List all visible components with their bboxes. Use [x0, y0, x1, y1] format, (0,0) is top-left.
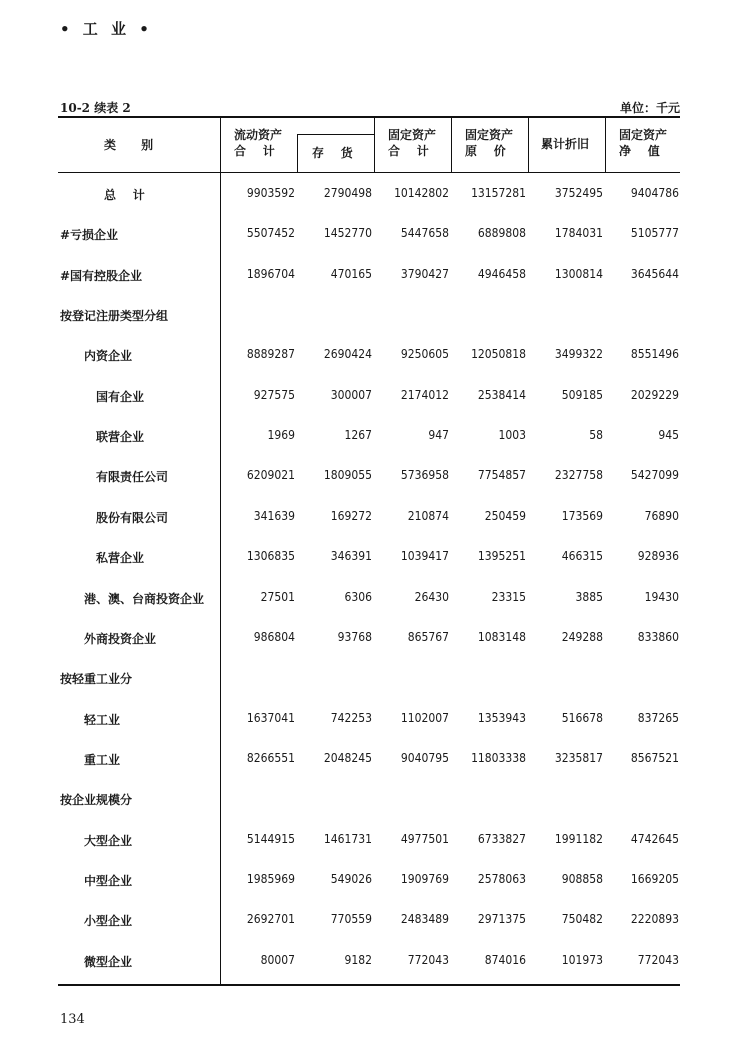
- row-value: 6306: [344, 590, 372, 604]
- row-value: 1003: [498, 428, 526, 442]
- table-row: [0, 428, 738, 448]
- col-divider: [297, 134, 298, 172]
- row-value: 874016: [484, 953, 526, 967]
- table-row: [0, 630, 738, 650]
- row-value: 6209021: [246, 468, 295, 482]
- row-value: 93768: [337, 630, 372, 644]
- row-value: 1985969: [246, 872, 295, 886]
- row-value: 2971375: [477, 912, 526, 926]
- row-label: 联营企业: [96, 430, 145, 444]
- col-divider: [451, 117, 452, 172]
- row-value: 2578063: [477, 872, 526, 886]
- row-label: 小型企业: [84, 914, 133, 928]
- row-value: 5105777: [630, 226, 679, 240]
- row-value: 5507452: [246, 226, 295, 240]
- row-value: 772043: [407, 953, 449, 967]
- bottom-rule: [58, 984, 680, 986]
- row-value: 8551496: [630, 347, 679, 361]
- table-row: [0, 267, 738, 287]
- row-value: 1306835: [246, 549, 295, 563]
- row-value: 3790427: [400, 267, 449, 281]
- row-value: 1896704: [246, 267, 295, 281]
- row-label: 外商投资企业: [84, 632, 157, 646]
- row-value: 833860: [637, 630, 679, 644]
- row-value: 2790498: [323, 186, 372, 200]
- row-value: 346391: [330, 549, 372, 563]
- row-label: 重工业: [84, 753, 121, 767]
- row-value: 1669205: [630, 872, 679, 886]
- row-value: 1784031: [554, 226, 603, 240]
- row-value: 5447658: [400, 226, 449, 240]
- header-fixed-assets-line1: 固定资产: [388, 128, 437, 142]
- row-label: 国有企业: [96, 390, 145, 404]
- row-value: 1991182: [554, 832, 603, 846]
- table-row: [0, 832, 738, 852]
- header-fixed-original: [465, 127, 513, 159]
- row-value: 2483489: [400, 912, 449, 926]
- header-fixed-net: [619, 127, 667, 159]
- col-divider: [528, 117, 529, 172]
- row-value: 2220893: [630, 912, 679, 926]
- row-value: 4742645: [630, 832, 679, 846]
- top-rule: [58, 116, 680, 118]
- row-value: 5427099: [630, 468, 679, 482]
- row-value: 101973: [561, 953, 603, 967]
- section-header: • 工 业 •: [60, 20, 153, 38]
- row-value: 3499322: [554, 347, 603, 361]
- row-value: 466315: [561, 549, 603, 563]
- row-value: 76890: [644, 509, 679, 523]
- row-label: 微型企业: [84, 955, 133, 969]
- row-label: #亏损企业: [60, 228, 119, 242]
- table-row: [0, 912, 738, 932]
- row-value: 4977501: [400, 832, 449, 846]
- unit-label: 单位：千元: [619, 101, 680, 115]
- row-value: 5736958: [400, 468, 449, 482]
- row-label: 港、澳、台商投资企业: [84, 592, 205, 606]
- row-value: 1637041: [246, 711, 295, 725]
- row-value: 772043: [637, 953, 679, 967]
- row-value: 1809055: [323, 468, 372, 482]
- row-value: 3645644: [630, 267, 679, 281]
- row-value: 986804: [253, 630, 295, 644]
- row-value: 10142802: [394, 186, 449, 200]
- header-category: 类 别: [104, 138, 154, 152]
- table-row: [0, 549, 738, 569]
- row-value: 1969: [267, 428, 295, 442]
- table-row: [0, 388, 738, 408]
- row-value: 11803338: [471, 751, 526, 765]
- row-label: #国有控股企业: [60, 269, 143, 283]
- row-value: 9404786: [630, 186, 679, 200]
- row-value: 2327758: [554, 468, 603, 482]
- table-row: [0, 468, 738, 488]
- table-row: [0, 509, 738, 529]
- row-value: 947: [428, 428, 449, 442]
- table-row: [0, 307, 738, 327]
- table-row: [0, 751, 738, 771]
- row-value: 1452770: [323, 226, 372, 240]
- row-label: 总 计: [104, 188, 145, 202]
- row-value: 908858: [561, 872, 603, 886]
- header-depreciation: 累计折旧: [541, 137, 590, 151]
- row-value: 249288: [561, 630, 603, 644]
- row-value: 8889287: [246, 347, 295, 361]
- row-value: 173569: [561, 509, 603, 523]
- row-value: 3752495: [554, 186, 603, 200]
- header-inventory: 存 货: [312, 146, 353, 160]
- row-value: 12050818: [471, 347, 526, 361]
- table-row: [0, 226, 738, 246]
- row-value: 1039417: [400, 549, 449, 563]
- table-row: [0, 791, 738, 811]
- row-value: 4946458: [477, 267, 526, 281]
- row-value: 750482: [561, 912, 603, 926]
- row-value: 509185: [561, 388, 603, 402]
- row-value: 27501: [260, 590, 295, 604]
- row-value: 9182: [344, 953, 372, 967]
- row-value: 9250605: [400, 347, 449, 361]
- row-value: 3885: [575, 590, 603, 604]
- table-row: [0, 872, 738, 892]
- row-value: 742253: [330, 711, 372, 725]
- header-fixed-original-line2: 原 价: [465, 144, 506, 158]
- row-value: 945: [658, 428, 679, 442]
- row-value: 8266551: [246, 751, 295, 765]
- row-value: 1102007: [400, 711, 449, 725]
- header-fixed-original-line1: 固定资产: [465, 128, 514, 142]
- page-number: 134: [60, 1012, 85, 1027]
- table-row: [0, 186, 738, 206]
- table-title: 10-2 续表 2: [60, 101, 131, 115]
- row-value: 13157281: [471, 186, 526, 200]
- row-value: 2692701: [246, 912, 295, 926]
- row-label: 中型企业: [84, 874, 133, 888]
- row-value: 516678: [561, 711, 603, 725]
- row-value: 9903592: [246, 186, 295, 200]
- header-fixed-net-line2: 净 值: [619, 144, 660, 158]
- row-value: 1300814: [554, 267, 603, 281]
- row-value: 6889808: [477, 226, 526, 240]
- col-divider: [605, 117, 606, 172]
- row-value: 26430: [414, 590, 449, 604]
- table-row: [0, 670, 738, 690]
- header-current-assets: [234, 127, 282, 159]
- row-value: 2174012: [400, 388, 449, 402]
- row-value: 770559: [330, 912, 372, 926]
- row-value: 250459: [484, 509, 526, 523]
- row-value: 470165: [330, 267, 372, 281]
- row-value: 928936: [637, 549, 679, 563]
- row-label: 内资企业: [84, 349, 133, 363]
- header-fixed-assets-line2: 合 计: [388, 144, 429, 158]
- row-value: 865767: [407, 630, 449, 644]
- row-value: 1909769: [400, 872, 449, 886]
- row-value: 9040795: [400, 751, 449, 765]
- row-value: 2029229: [630, 388, 679, 402]
- table-row: [0, 711, 738, 731]
- row-value: 7754857: [477, 468, 526, 482]
- row-value: 1267: [344, 428, 372, 442]
- row-value: 1353943: [477, 711, 526, 725]
- row-value: 837265: [637, 711, 679, 725]
- row-value: 169272: [330, 509, 372, 523]
- row-label: 轻工业: [84, 713, 121, 727]
- row-label: 股份有限公司: [96, 511, 169, 525]
- row-value: 2048245: [323, 751, 372, 765]
- row-value: 1083148: [477, 630, 526, 644]
- row-value: 1395251: [477, 549, 526, 563]
- header-current-assets-line1: 流动资产: [234, 128, 283, 142]
- col-divider: [374, 117, 375, 172]
- row-label: 按登记注册类型分组: [60, 309, 169, 323]
- row-label: 私营企业: [96, 551, 145, 565]
- subheader-rule: [297, 134, 374, 135]
- row-value: 6733827: [477, 832, 526, 846]
- row-value: 1461731: [323, 832, 372, 846]
- row-label: 按企业规模分: [60, 793, 133, 807]
- table-row: [0, 590, 738, 610]
- row-value: 2690424: [323, 347, 372, 361]
- row-value: 8567521: [630, 751, 679, 765]
- table-row: [0, 347, 738, 367]
- row-value: 341639: [253, 509, 295, 523]
- row-value: 3235817: [554, 751, 603, 765]
- header-bottom-rule: [58, 172, 680, 173]
- row-label: 按轻重工业分: [60, 672, 133, 686]
- row-value: 927575: [253, 388, 295, 402]
- row-value: 80007: [260, 953, 295, 967]
- row-value: 549026: [330, 872, 372, 886]
- header-current-assets-line2: 合 计: [234, 144, 275, 158]
- row-value: 23315: [491, 590, 526, 604]
- row-label: 有限责任公司: [96, 470, 169, 484]
- table-row: [0, 953, 738, 973]
- row-value: 58: [589, 428, 603, 442]
- row-value: 19430: [644, 590, 679, 604]
- row-value: 300007: [330, 388, 372, 402]
- header-fixed-net-line1: 固定资产: [619, 128, 668, 142]
- row-label: 大型企业: [84, 834, 133, 848]
- header-fixed-assets: [388, 127, 436, 159]
- row-value: 5144915: [246, 832, 295, 846]
- row-value: 210874: [407, 509, 449, 523]
- row-value: 2538414: [477, 388, 526, 402]
